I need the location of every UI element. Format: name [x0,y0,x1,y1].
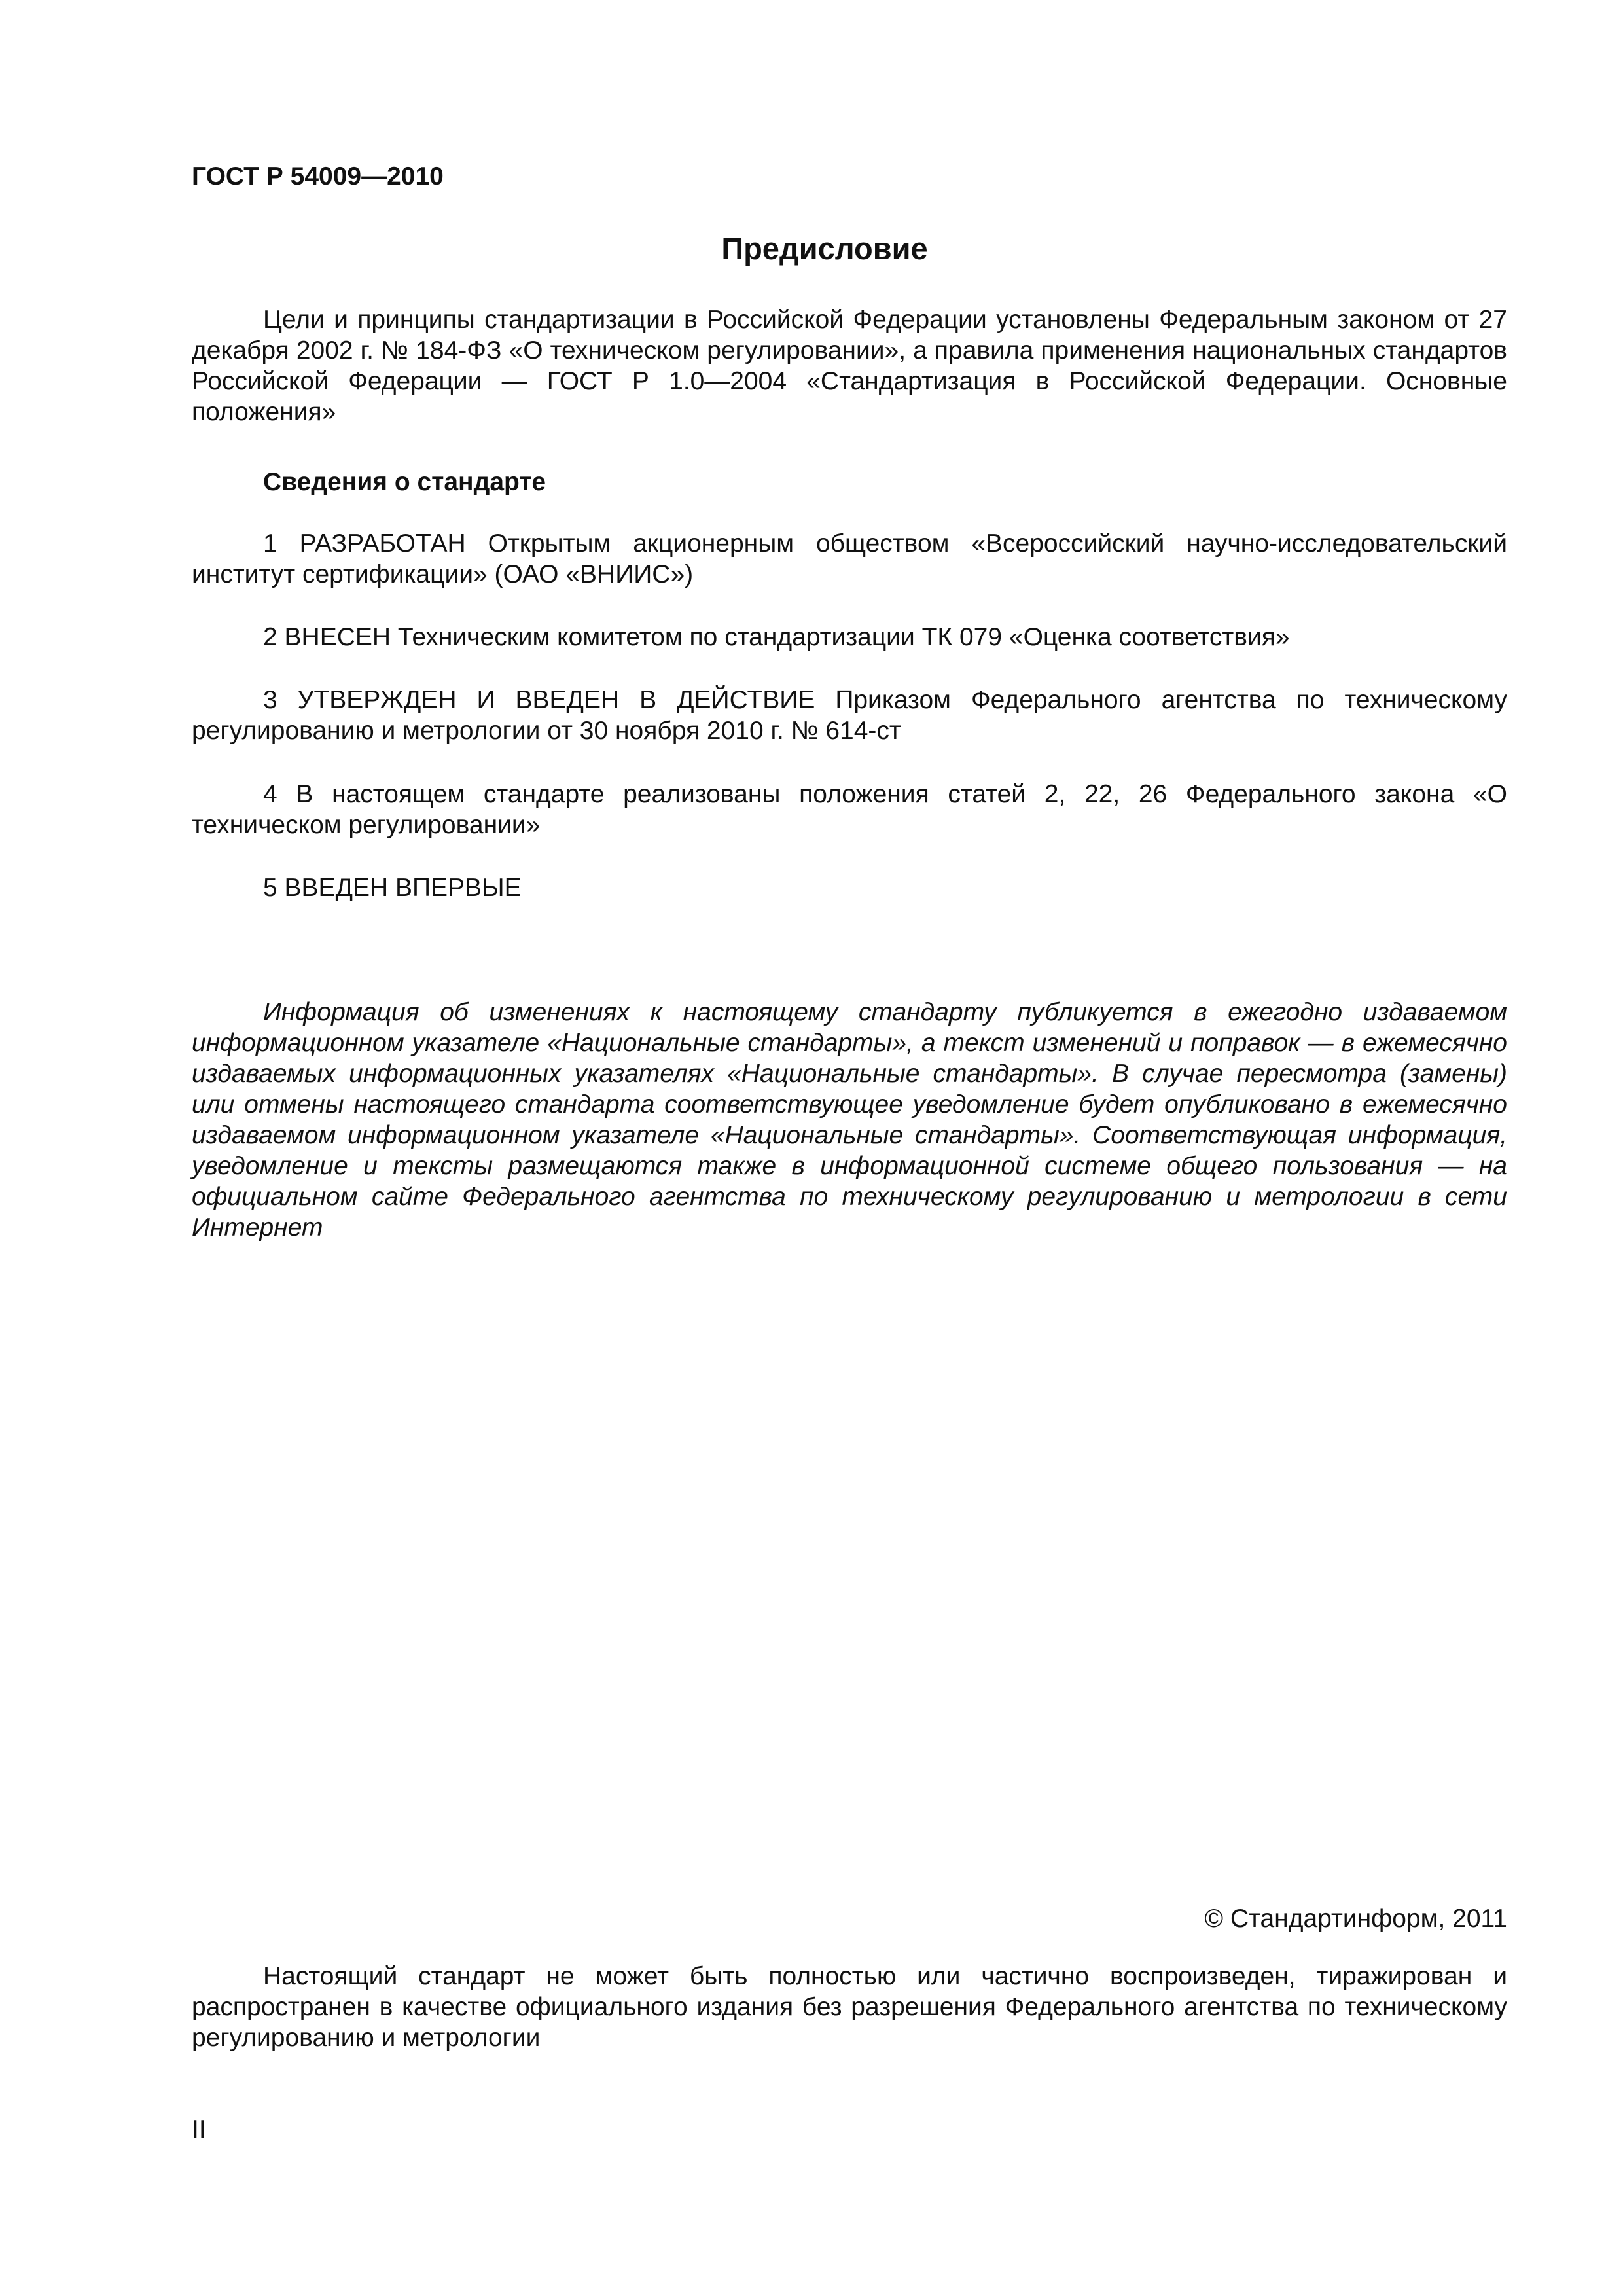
intro-paragraph: Цели и принципы стандартизации в Российской Федерации установлены Федеральным законом от 27 декабря 2002 г. № 184-ФЗ «О техническом регулировании», а правила применения национальных стандартов Российской Федерации — ГОСТ Р 1.0—2004 «Стандартизация в Российской Федерации. Основные положения» [192,306,1507,426]
info-item-2: 2 ВНЕСЕН Техническим комитетом по стандартизации ТК 079 «Оценка соответствия» [263,623,1290,651]
page-number: II [192,2115,206,2144]
document-header-code: ГОСТ Р 54009—2010 [192,162,444,190]
info-item-1: 1 РАЗРАБОТАН Открытым акционерным обществом «Всероссийский научно-исследовательский институт сертификации» (ОАО «ВНИИС») [192,529,1507,588]
info-item-5: 5 ВВЕДЕН ВПЕРВЫЕ [263,874,522,902]
copyright-line: © Стандартинформ, 2011 [1204,1905,1507,1933]
info-heading: Сведения о стандарте [263,468,546,496]
page-title: Предисловие [721,231,928,266]
info-item-3: 3 УТВЕРЖДЕН И ВВЕДЕН В ДЕЙСТВИЕ Приказом Федерального агентства по техническому регулированию и метрологии от 30 ноября 2010 г. № 614-ст [192,686,1507,745]
info-item-4: 4 В настоящем стандарте реализованы положения статей 2, 22, 26 Федерального закона «О техническом регулировании» [192,780,1507,839]
reproduction-notice: Настоящий стандарт не может быть полностью или частично воспроизведен, тиражирован и распространен в качестве официального издания без разрешения Федерального агентства по техническому регулированию и метрологии [192,1962,1507,2052]
amendments-notice: Информация об изменениях к настоящему стандарту публикуется в ежегодно издаваемом информационном указателе «Национальные стандарты», а текст изменений и поправок — в ежемесячно издаваемых информационных указателях «Национальные стандарты». В случае пересмотра (замены) или отмены настоящего стандарта соответствующее уведомление будет опубликовано в ежемесячно издаваемом информационном указателе «Национальные стандарты». Соответствующая информация, уведомление и тексты размещаются также в информационной системе общего пользования — на официальном сайте Федерального агентства по техническому регулированию и метрологии в сети Интернет [192,998,1507,1242]
